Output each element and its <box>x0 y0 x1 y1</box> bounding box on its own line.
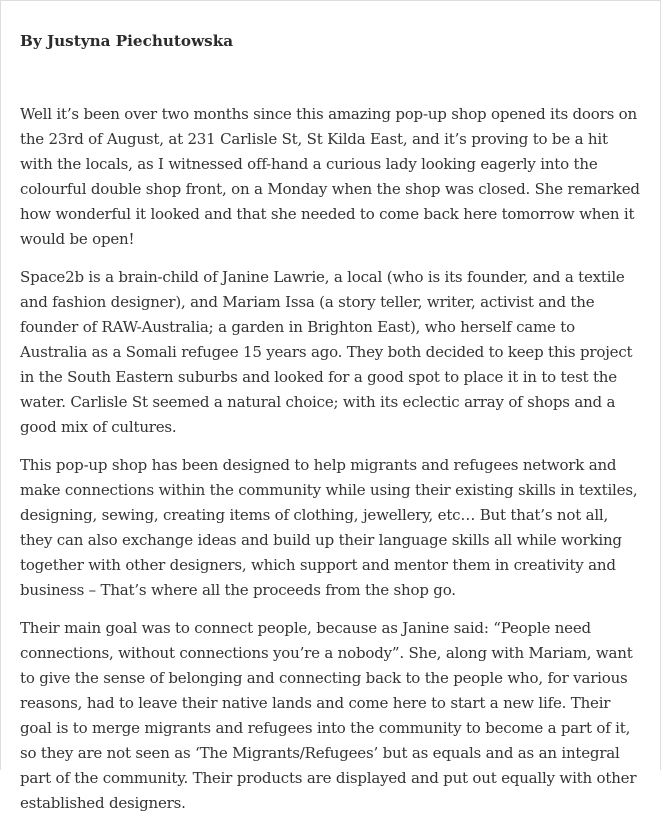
paragraph-1: Well it’s been over two months since this amazing pop-up shop opened its doors on the 23rd of August, at 231 Carlisle St, St Kilda East, and it’s proving to be a hit with the locals, as I witnessed off-hand a curious lady looking eagerly into the colourful double shop front, on a Monday when the shop was closed. She remarked how wonderful it looked and that she needed to come back here tomorrow when it would be open! <box>20 105 640 248</box>
paragraph-3: This pop-up shop has been designed to help migrants and refugees network and make connections within the community while using their existing skills in textiles, designing, sewing, creating items of clothing, jewellery, etc… But that’s not all, they can also exchange ideas and build up their language skills all while working together with other designers, which support and mentor them in creativity and business – That’s where all the proceeds from the shop go. <box>20 456 638 599</box>
article-body <box>20 102 644 816</box>
article-byline: By Justyna Piechutowska <box>20 32 234 50</box>
article <box>20 0 644 829</box>
paragraph-4: Their main goal was to connect people, because as Janine said: “People need connections, without connections you’re a nobody”. She, along with Mariam, want to give the sense of belonging and connecting back to the people who, for various reasons, had to leave their native lands and come here to start a new life. Their goal is to merge migrants and refugees into the community to become a part of it, so they are not seen as ‘The Migrants/Refugees’ but as equals and as an integral part of the community. Their products are displayed and put out equally with other established designers. <box>20 619 637 812</box>
paragraph-2: Space2b is a brain-child of Janine Lawrie, a local (who is its founder, and a textile and fashion designer), and Mariam Issa (a story teller, writer, activist and the founder of RAW-Australia; a garden in Brighton East), who herself came to Australia as a Somali refugee 15 years ago. They both decided to keep this project in the South Eastern suburbs and looked for a good spot to place it in to test the water. Carlisle St seemed a natural choice; with its eclectic array of shops and a good mix of cultures. <box>20 268 633 436</box>
